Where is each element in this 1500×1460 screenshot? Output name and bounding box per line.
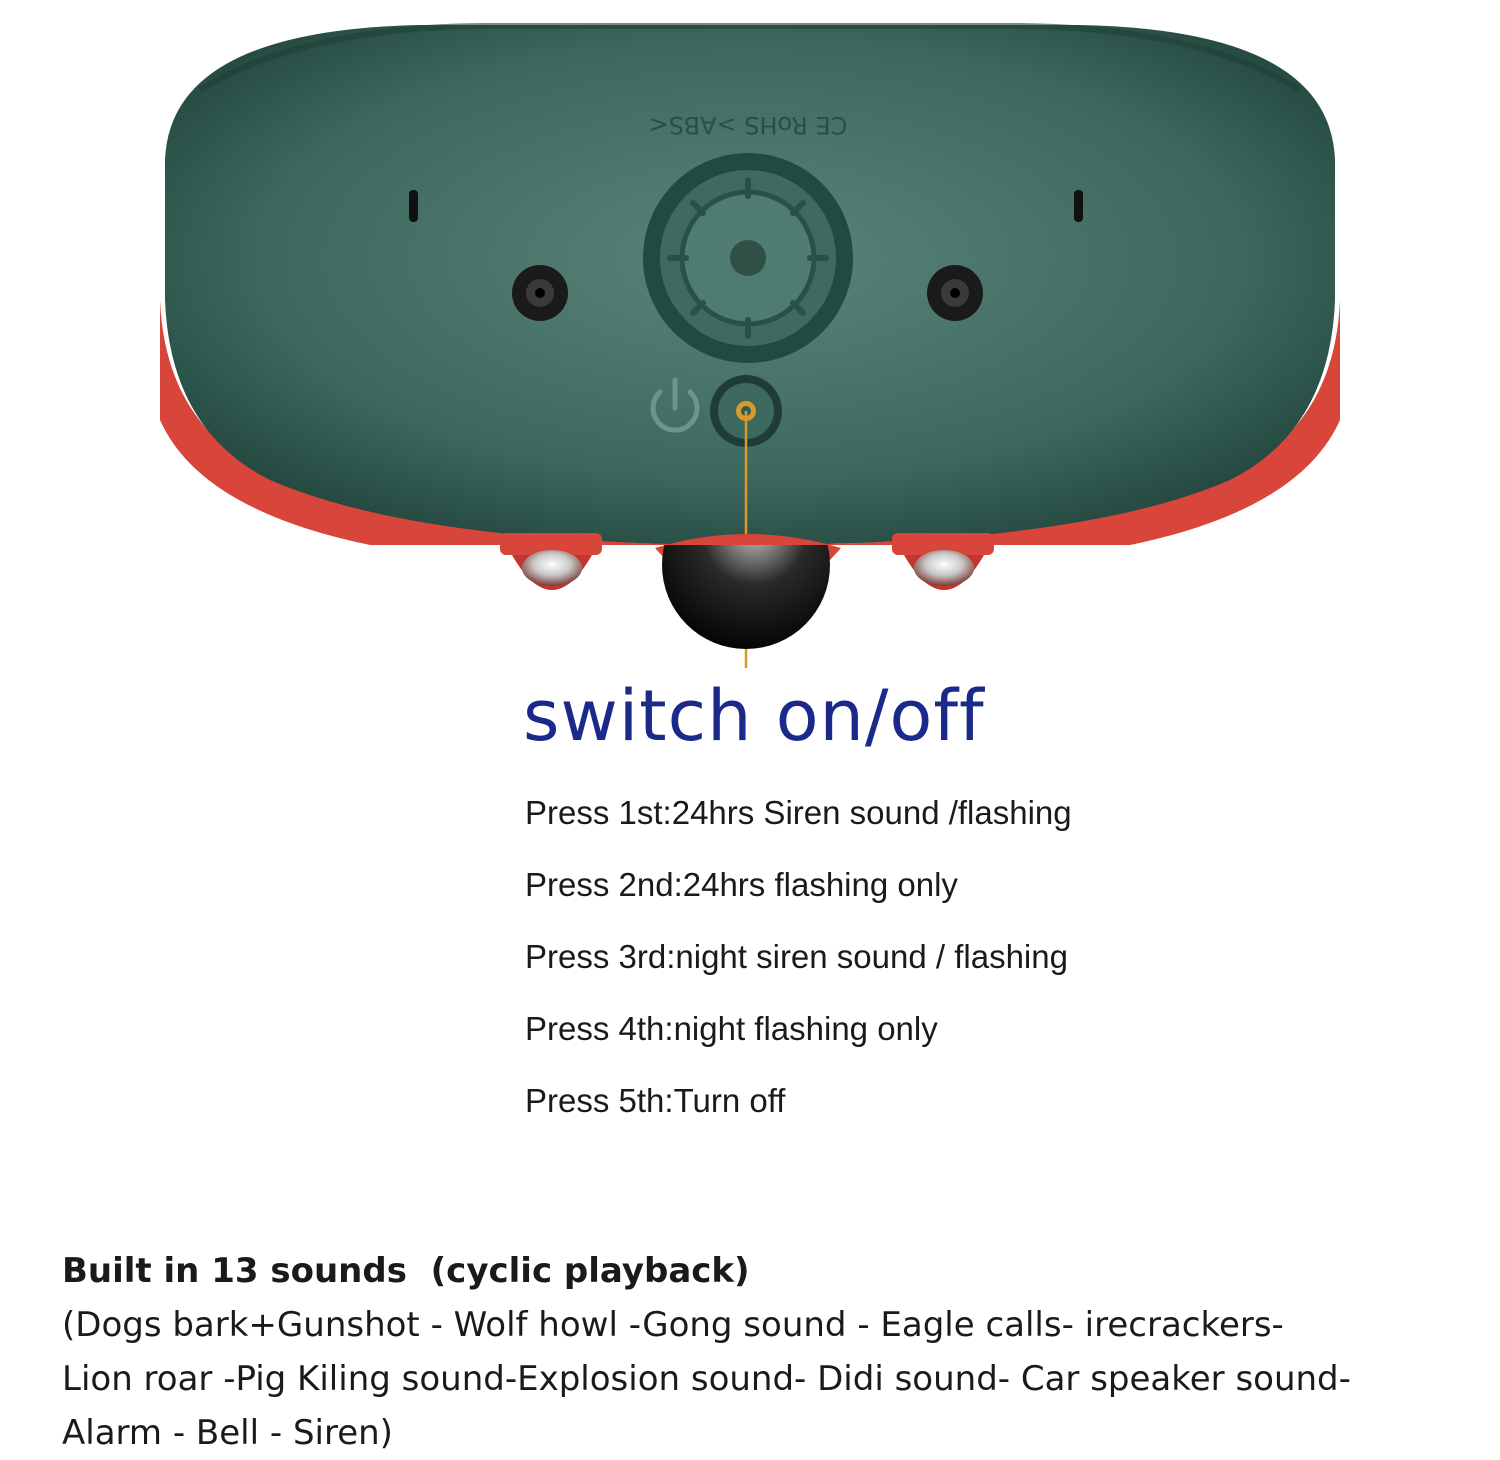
right-led <box>892 533 994 590</box>
press-step: Press 1st:24hrs Siren sound /flashing <box>525 794 1072 831</box>
left-slot <box>409 190 418 222</box>
press-step: Press 4th:night flashing only <box>525 1010 938 1047</box>
left-screw-hole <box>512 265 568 321</box>
right-screw-hole <box>927 265 983 321</box>
sounds-line: Lion roar -Pig Kiling sound-Explosion sound- Didi sound- Car speaker sound- <box>62 1359 1351 1399</box>
callout-title: switch on/off <box>523 675 985 757</box>
right-slot <box>1074 190 1083 222</box>
sounds-section <box>62 1244 1482 1460</box>
center-mount <box>643 153 853 363</box>
sounds-title: Built in 13 sounds (cyclic playback) <box>62 1251 750 1291</box>
press-step: Press 2nd:24hrs flashing only <box>525 866 958 903</box>
press-step: Press 3rd:night siren sound / flashing <box>525 938 1068 975</box>
sounds-line: Alarm - Bell - Siren) <box>62 1413 393 1453</box>
device-illustration <box>0 0 1500 680</box>
left-led <box>500 533 602 590</box>
sounds-line: (Dogs bark+Gunshot - Wolf howl -Gong sound - Eagle calls- irecrackers- <box>62 1305 1284 1345</box>
press-step: Press 5th:Turn off <box>525 1082 786 1119</box>
press-steps-list <box>525 790 1072 1150</box>
embossed-marks: CE RoHS >ABS< <box>648 111 848 139</box>
